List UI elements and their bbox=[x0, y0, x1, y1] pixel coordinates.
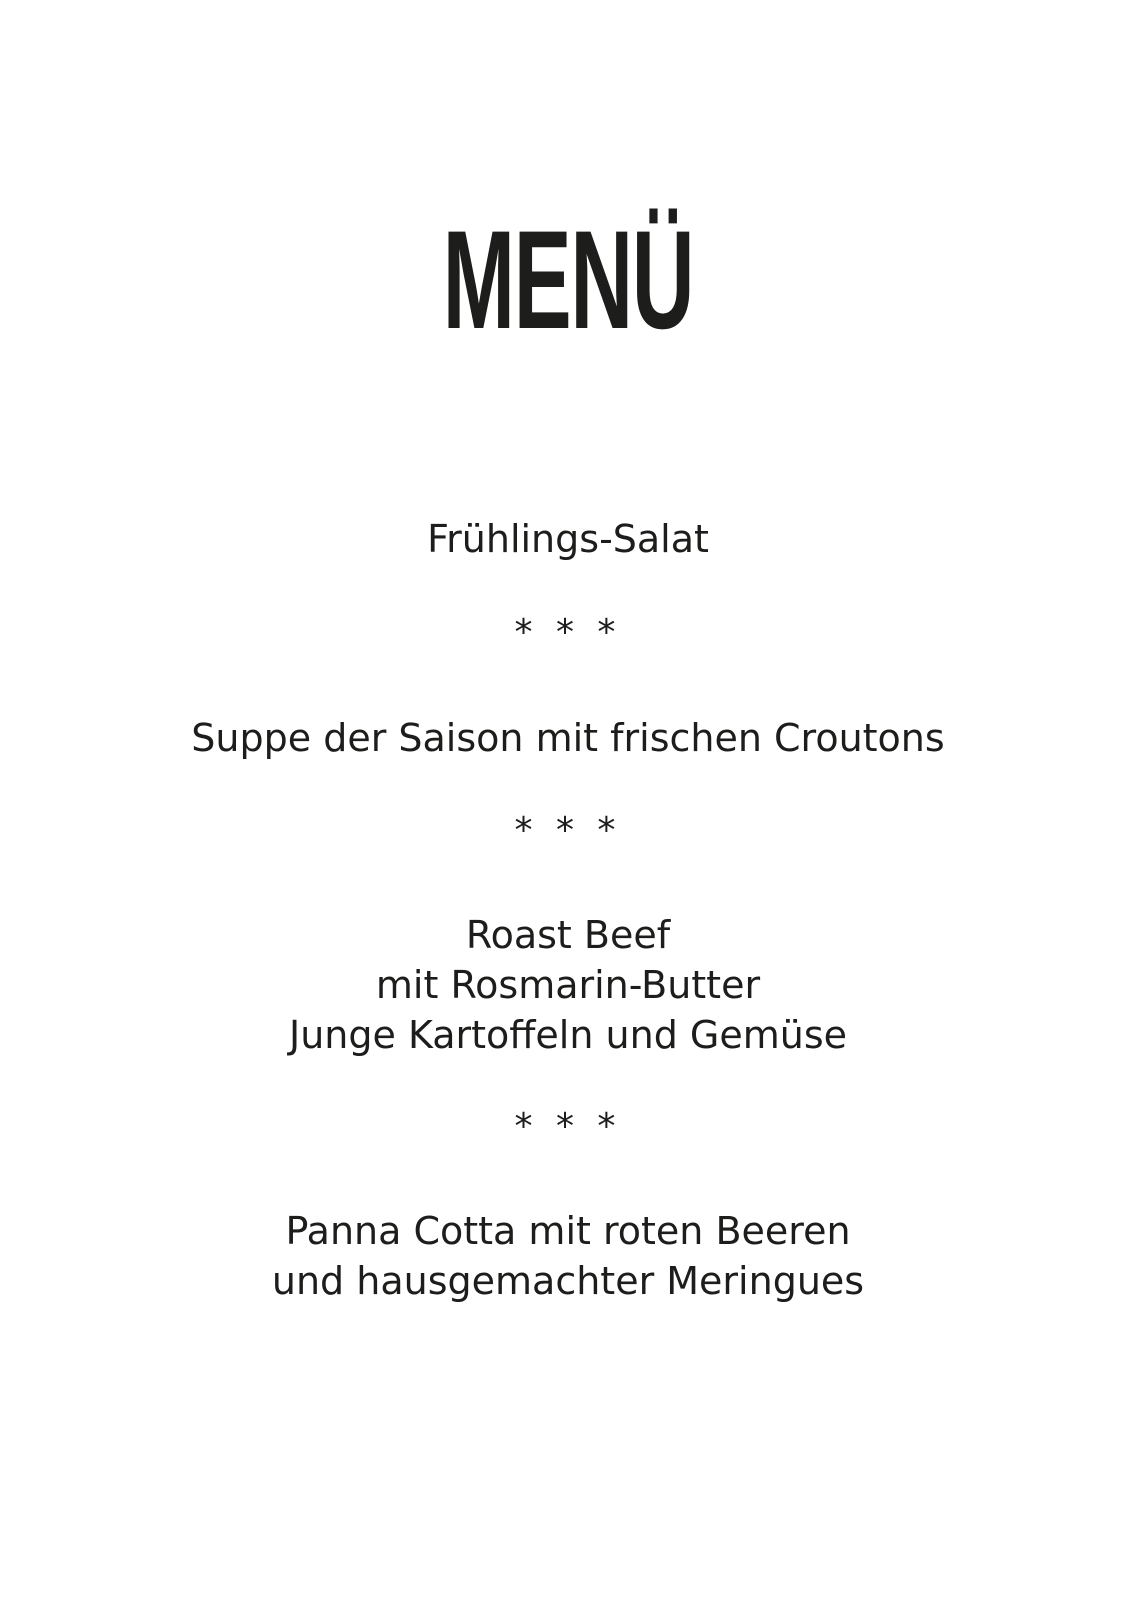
course-separator: * * * bbox=[514, 810, 622, 851]
course-4-dessert-line-2: und hausgemachter Meringues bbox=[271, 1259, 865, 1303]
course-3-main-line-2: mit Rosmarin-Butter bbox=[375, 963, 761, 1007]
course-separator: * * * bbox=[514, 612, 622, 653]
course-2-soup: Suppe der Saison mit frischen Croutons bbox=[191, 716, 945, 760]
course-4-dessert-line-1: Panna Cotta mit roten Beeren bbox=[285, 1209, 851, 1253]
course-3-main-line-1: Roast Beef bbox=[465, 913, 671, 957]
course-separator: * * * bbox=[514, 1106, 622, 1147]
course-3-main-line-3: Junge Kartoffeln und Gemüse bbox=[288, 1013, 847, 1057]
menu-title: MENÜ bbox=[442, 201, 694, 358]
course-1-starter: Frühlings-Salat bbox=[427, 517, 709, 561]
